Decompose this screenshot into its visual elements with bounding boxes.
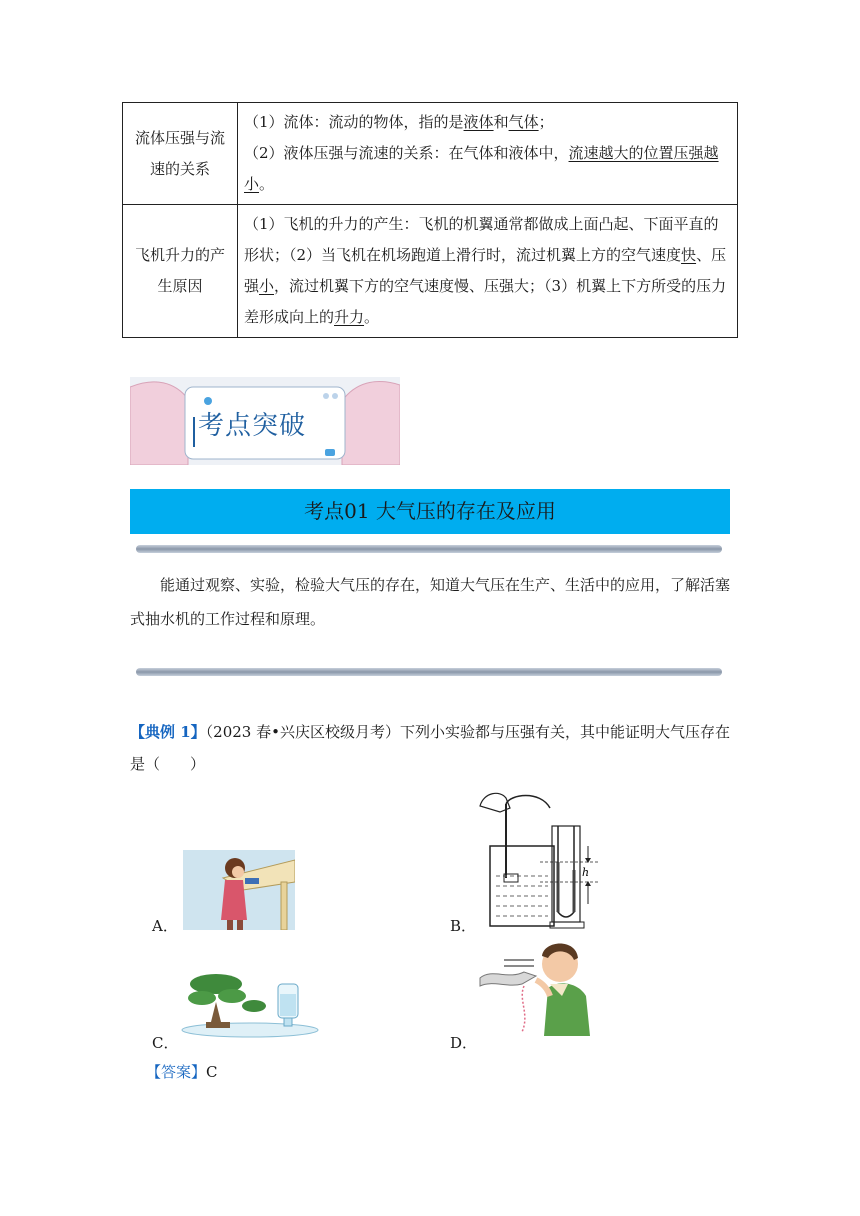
row-content xyxy=(238,103,738,205)
example-tag: 【典例 1】 xyxy=(130,723,206,741)
answer-line xyxy=(146,1055,746,1089)
example-question-text: 下列小实验都与压强有关，其中能证明大气压存在是（ ） xyxy=(130,723,730,773)
row-header-text: 流体压强与流速的关系 xyxy=(134,128,225,178)
row-header xyxy=(123,205,238,338)
text-segment: （1）飞机的升力的产生：飞机的机翼通常都做成上面凸起、下面平直的形状；（2）当飞机在机场跑道上滑行时，流过机翼上方的空气速度 xyxy=(244,215,719,264)
table-row xyxy=(123,205,738,338)
text-segment: ，流过机翼下方的空气速度慢、压强大；（3）机翼上下方所受的压力差形成向上的 xyxy=(244,277,727,326)
svg-text:h: h xyxy=(582,866,590,879)
divider xyxy=(136,668,722,676)
underlined-answer: 快 xyxy=(681,246,697,264)
underlined-answer: 小 xyxy=(259,277,275,295)
section-title-bar: 考点01 大气压的存在及应用 xyxy=(130,489,730,534)
knowledge-table xyxy=(122,102,738,338)
objective-paragraph: 能通过观察、实验，检验大气压的存在，知道大气压在生产、生活中的应用，了解活塞式抽水机的工作过程和原理。 xyxy=(130,576,731,628)
example-source: （2023 春•兴庆区校级月考） xyxy=(205,723,400,741)
option-d-image xyxy=(478,940,592,1036)
option-c-label: C． xyxy=(152,1034,179,1052)
underlined-answer: 气体 xyxy=(508,113,539,131)
text-segment: 。 xyxy=(259,175,275,193)
underlined-answer: 升力 xyxy=(334,308,365,326)
section-banner-image xyxy=(130,377,400,465)
divider xyxy=(136,545,722,553)
underlined-answer: 液体 xyxy=(463,113,494,131)
row-content xyxy=(238,205,738,338)
table-row xyxy=(123,103,738,205)
option-d-label: D． xyxy=(450,1034,478,1052)
option-c-image xyxy=(180,962,320,1040)
option-a-image xyxy=(183,850,295,930)
answer-value: C xyxy=(206,1063,218,1081)
text-segment: 、压强 xyxy=(244,246,727,295)
example-question xyxy=(130,716,730,780)
content-line xyxy=(244,107,731,138)
option-b-image xyxy=(470,786,610,934)
option-a-label: A． xyxy=(152,917,178,935)
answer-tag: 【答案】 xyxy=(146,1063,207,1081)
option-b-label: B． xyxy=(450,917,477,935)
content-line xyxy=(244,138,731,200)
text-segment: 和 xyxy=(493,113,509,131)
underlined-answer: 流速越大的位置压强越小 xyxy=(244,144,719,193)
text-segment: （1）流体：流动的物体，指的是 xyxy=(244,113,464,131)
banner-title: 考点突破 xyxy=(198,411,307,441)
text-segment: （2）液体压强与流速的关系：在气体和液体中， xyxy=(244,144,569,162)
row-header-text: 飞机升力的产生原因 xyxy=(135,246,226,295)
row-header xyxy=(123,103,238,205)
text-segment: 。 xyxy=(364,308,380,326)
text-segment: ； xyxy=(538,113,554,131)
